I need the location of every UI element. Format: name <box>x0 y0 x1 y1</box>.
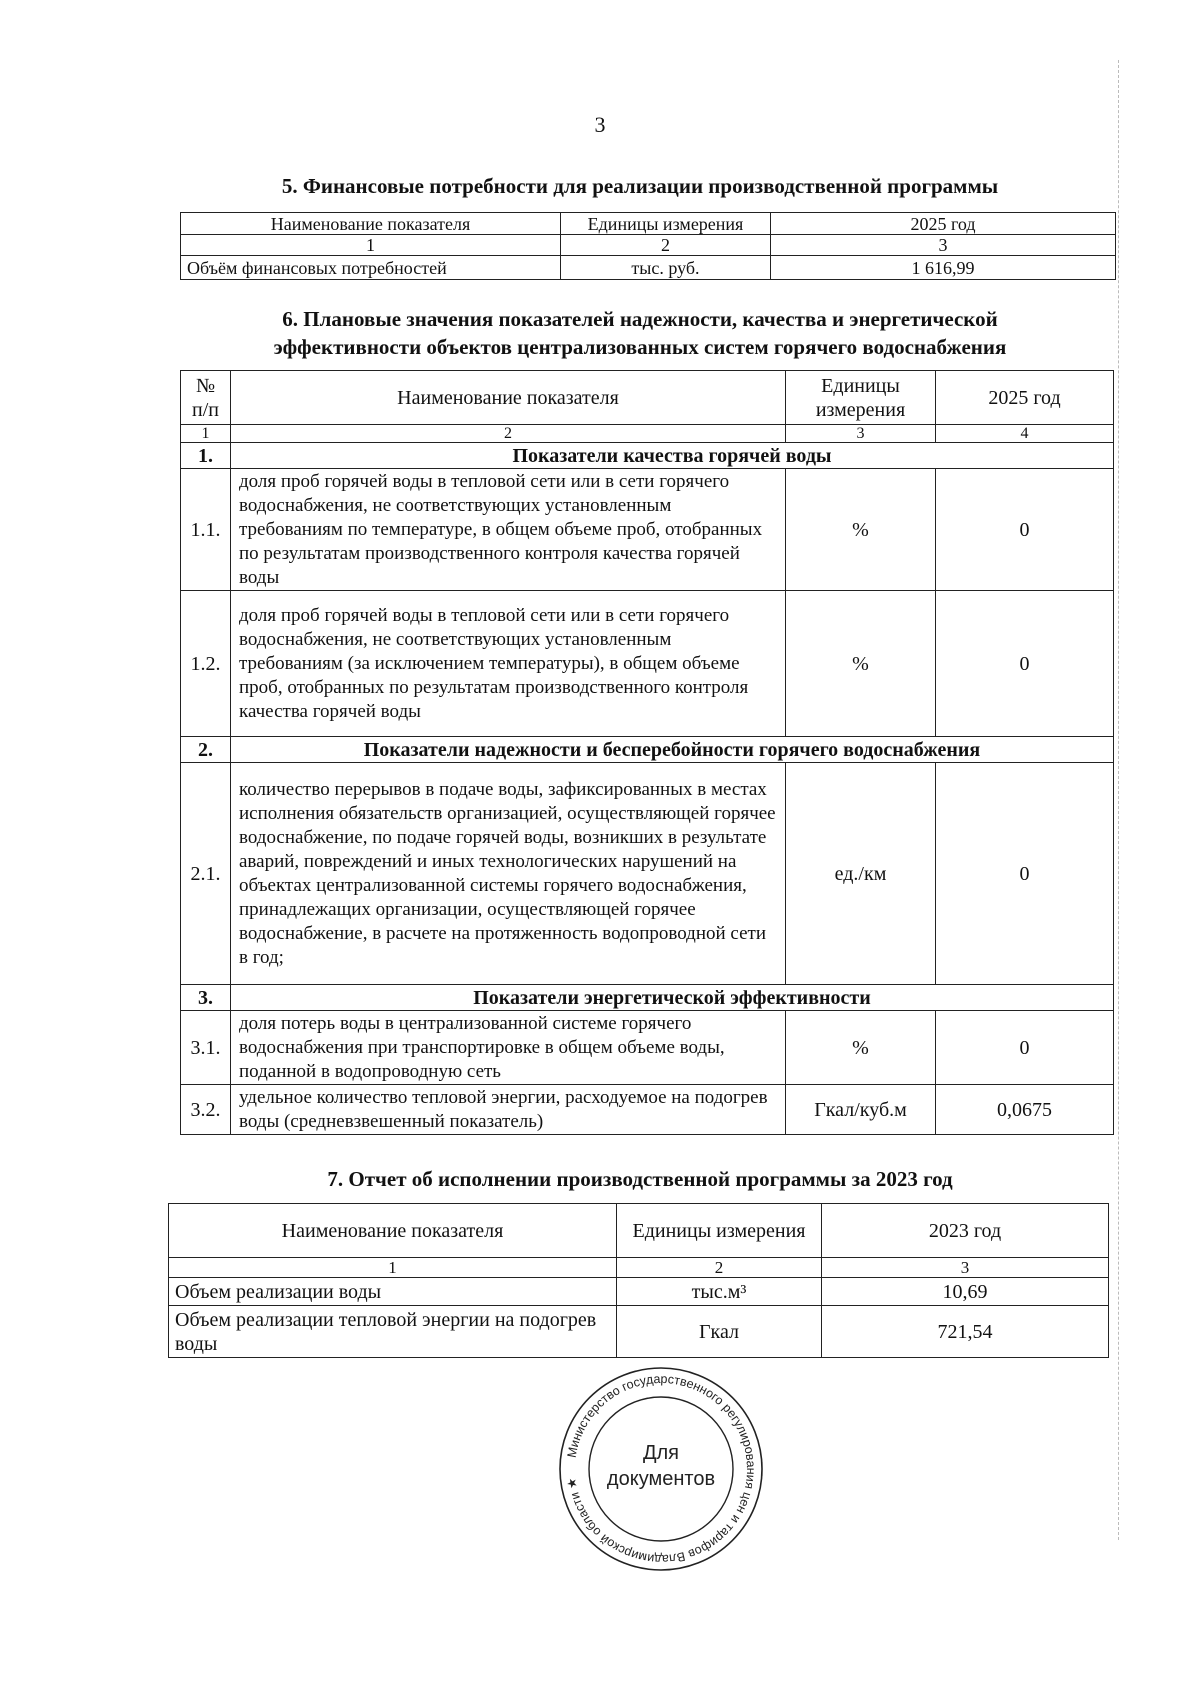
group-number: 1. <box>181 443 231 469</box>
section5-table <box>180 212 1116 280</box>
row-description: удельное количество тепловой энергии, расходуемое на подогрев воды (средневзвешенный показатель) <box>231 1085 786 1135</box>
group-number: 2. <box>181 737 231 763</box>
row-description: доля проб горячей воды в тепловой сети или в сети горячего водоснабжения, не соответствующих установленным требованиям по температуре, в общем объеме проб, отобранных по результатам производственного контроля качества горячей воды <box>231 469 786 591</box>
row-unit: % <box>786 469 936 591</box>
row-name: Объём финансовых потребностей <box>181 256 561 280</box>
row-unit: Гкал/куб.м <box>786 1085 936 1135</box>
col-number: 3 <box>822 1258 1109 1278</box>
col-number: 2 <box>561 235 771 256</box>
row-value: 0 <box>936 1011 1114 1085</box>
group-title: Показатели качества горячей воды <box>231 443 1114 469</box>
col-number: 4 <box>936 425 1114 443</box>
row-value: 0 <box>936 591 1114 737</box>
col-number: 1 <box>181 425 231 443</box>
stamp-center-line1: Для <box>642 1442 680 1464</box>
row-name: Объем реализации воды <box>169 1278 617 1306</box>
group-number: 3. <box>181 985 231 1011</box>
section6-title-line1: 6. Плановые значения показателей надежности, качества и энергетической <box>282 307 998 331</box>
header-unit: Единицы измерения <box>617 1204 822 1258</box>
row-description: доля проб горячей воды в тепловой сети или в сети горячего водоснабжения, не соответствующих установленным требованиям (за исключением температуры), в общем объеме проб, отобранных по результатам производственного контроля качества горячей воды <box>231 591 786 737</box>
scan-edge-line <box>1118 60 1119 1540</box>
row-description: доля потерь воды в централизованной системе горячего водоснабжения при транспортировке в общем объеме воды, поданной в водопроводную сеть <box>231 1011 786 1085</box>
col-number: 3 <box>771 235 1116 256</box>
header-year: 2023 год <box>822 1204 1109 1258</box>
row-value: 0,0675 <box>936 1085 1114 1135</box>
section7-table <box>168 1203 1109 1358</box>
row-name: Объем реализации тепловой энергии на подогрев воды <box>169 1306 617 1358</box>
row-unit: % <box>786 591 936 737</box>
col-number: 2 <box>231 425 786 443</box>
row-number: 3.2. <box>181 1085 231 1135</box>
row-number: 1.1. <box>181 469 231 591</box>
section5-title: 5. Финансовые потребности для реализации производственной программы <box>281 174 999 198</box>
stamp-center-line2: документов <box>606 1468 716 1490</box>
row-value: 10,69 <box>822 1278 1109 1306</box>
stamp-ring-text: Министерство государственного регулирования цен и тарифов Владимирской области ★ <box>564 1371 759 1567</box>
row-unit: тыс.м³ <box>617 1278 822 1306</box>
section6-title-line2: эффективности объектов централизованных систем горячего водоснабжения <box>273 335 1007 359</box>
group-title: Показатели надежности и бесперебойности горячего водоснабжения <box>231 737 1114 763</box>
stamp-center-text <box>557 1440 765 1492</box>
header-unit: Единицы измерения <box>786 371 936 425</box>
row-number: 3.1. <box>181 1011 231 1085</box>
row-description: количество перерывов в подаче воды, зафиксированных в местах исполнения обязательств организацией, осуществляющей горячее водоснабжение, по подаче горячей воды, возникших в результате аварий, повреждений и иных технологических нарушений на объектах централизованной системы горячего водоснабжения, принадлежащих организации, осуществляющей горячее водоснабжение, в расчете на протяженность водопроводной сети в год; <box>231 763 786 985</box>
row-number: 2.1. <box>181 763 231 985</box>
header-year: 2025 год <box>936 371 1114 425</box>
row-unit: тыс. руб. <box>561 256 771 280</box>
header-name: Наименование показателя <box>169 1204 617 1258</box>
header-name: Наименование показателя <box>231 371 786 425</box>
row-unit: % <box>786 1011 936 1085</box>
header-name: Наименование показателя <box>181 213 561 235</box>
row-value: 721,54 <box>822 1306 1109 1358</box>
row-unit: Гкал <box>617 1306 822 1358</box>
col-number: 1 <box>169 1258 617 1278</box>
col-number: 1 <box>181 235 561 256</box>
section6-table <box>180 370 1114 1135</box>
header-unit: Единицы измерения <box>561 213 771 235</box>
row-value: 0 <box>936 763 1114 985</box>
header-num: № п/п <box>181 371 231 425</box>
row-number: 1.2. <box>181 591 231 737</box>
row-value: 0 <box>936 469 1114 591</box>
row-unit: ед./км <box>786 763 936 985</box>
header-year: 2025 год <box>771 213 1116 235</box>
group-title: Показатели энергетической эффективности <box>231 985 1114 1011</box>
row-value: 1 616,99 <box>771 256 1116 280</box>
col-number: 2 <box>617 1258 822 1278</box>
page-number: 3 <box>594 112 606 137</box>
section7-title: 7. Отчет об исполнении производственной программы за 2023 год <box>327 1167 953 1191</box>
col-number: 3 <box>786 425 936 443</box>
